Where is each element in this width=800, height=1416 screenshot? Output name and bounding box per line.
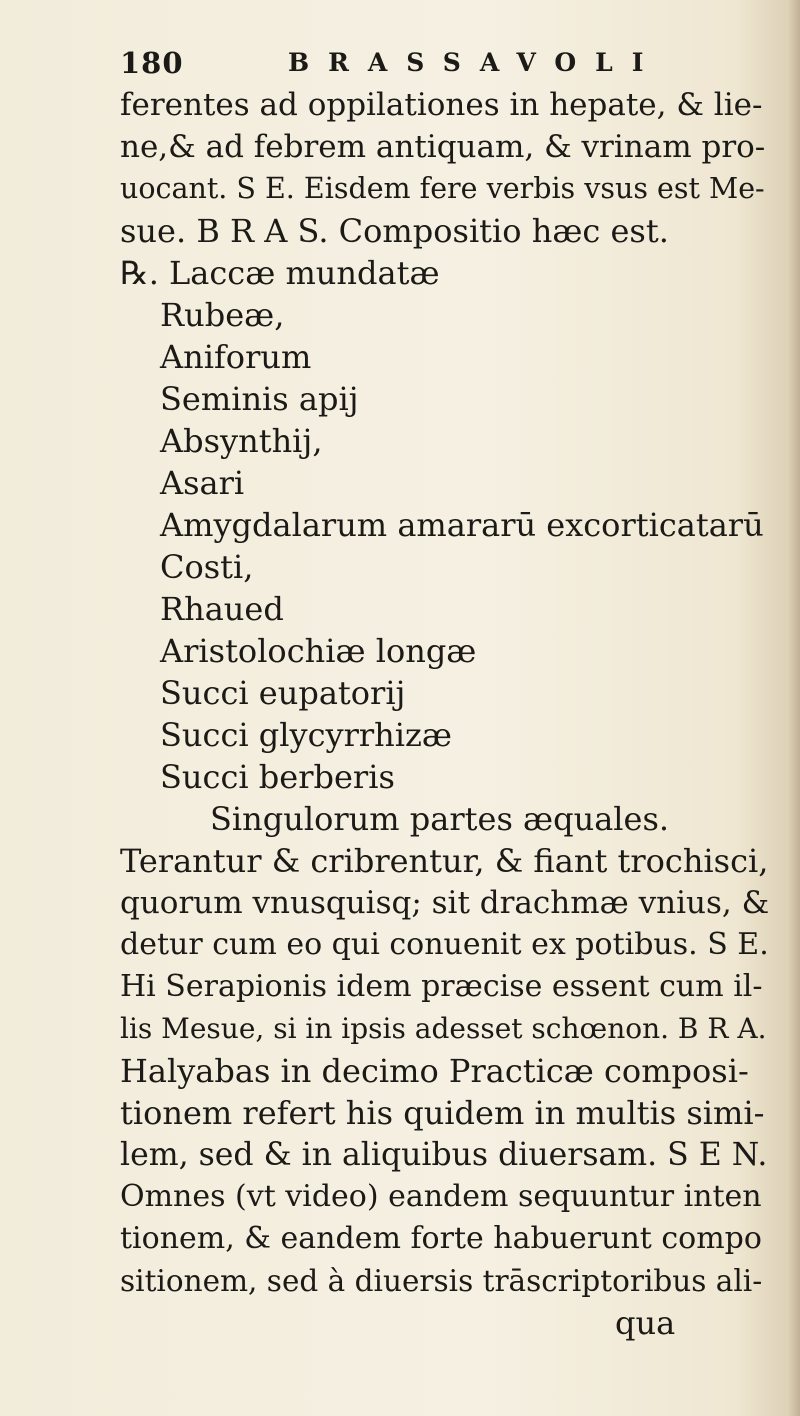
ingredient-line: Aniforum <box>160 338 312 376</box>
ingredient-line: Succi berberis <box>160 758 395 796</box>
text-line: uocant. S E. Eisdem fere verbis vsus est Me- <box>120 172 765 205</box>
text-line: Hi Serapionis idem præcise essent cum il- <box>120 969 763 1004</box>
text-line: quorum vnusquisq; sit drachmæ vnius, & <box>120 885 770 921</box>
text-line: tionem, & eandem forte habuerunt compo <box>120 1221 762 1256</box>
text-line: lem, sed & in aliquibus diuersam. S E N. <box>120 1137 768 1173</box>
text-line: Halyabas in decimo Practicæ composi- <box>120 1052 749 1090</box>
ingredient-line: Rubeæ, <box>160 296 285 334</box>
running-title: BRASSAVOLI <box>288 48 663 77</box>
ingredient-line: Succi eupatorij <box>160 674 406 712</box>
body-text <box>120 84 770 1344</box>
catchword: qua <box>615 1304 676 1342</box>
ingredient-line: Asari <box>160 464 245 502</box>
text-line: ne,& ad febrem antiquam, & vrinam pro- <box>120 129 766 165</box>
ingredient-line: Seminis apij <box>160 380 359 418</box>
ingredient-line: Absynthij, <box>160 422 323 460</box>
ingredient-line: Succi glycyrrhizæ <box>160 716 452 754</box>
ingredient-line: Amygdalarum amararū excorticatarū <box>160 506 764 544</box>
text-line: lis Mesue, si in ipsis adesset schœnon. B R A. <box>120 1012 767 1045</box>
text-line: ferentes ad oppilationes in hepate, & lie- <box>120 87 763 123</box>
ingredient-line: Rhaued <box>160 590 284 628</box>
text-line: sue. B R A S. Compositio hæc est. <box>120 212 669 250</box>
quantity-line: Singulorum partes æquales. <box>210 800 670 838</box>
ingredient-line: Aristolochiæ longæ <box>160 632 477 670</box>
text-line: Omnes (vt video) eandem sequuntur inten <box>120 1179 762 1214</box>
recipe-heading: ℞. Laccæ mundatæ <box>120 254 440 292</box>
text-line: detur cum eo qui conuenit ex potibus. S E. <box>120 927 769 962</box>
text-line: Terantur & cribrentur, & fiant trochisci, <box>120 842 769 880</box>
page-number: 180 <box>120 46 184 80</box>
page-edge-shadow <box>788 0 800 1416</box>
text-line: tionem refert his quidem in multis simi- <box>120 1094 765 1132</box>
text-line: sitionem, sed à diuersis trāscriptoribus ali- <box>120 1264 763 1298</box>
ingredient-line: Costi, <box>160 548 254 586</box>
